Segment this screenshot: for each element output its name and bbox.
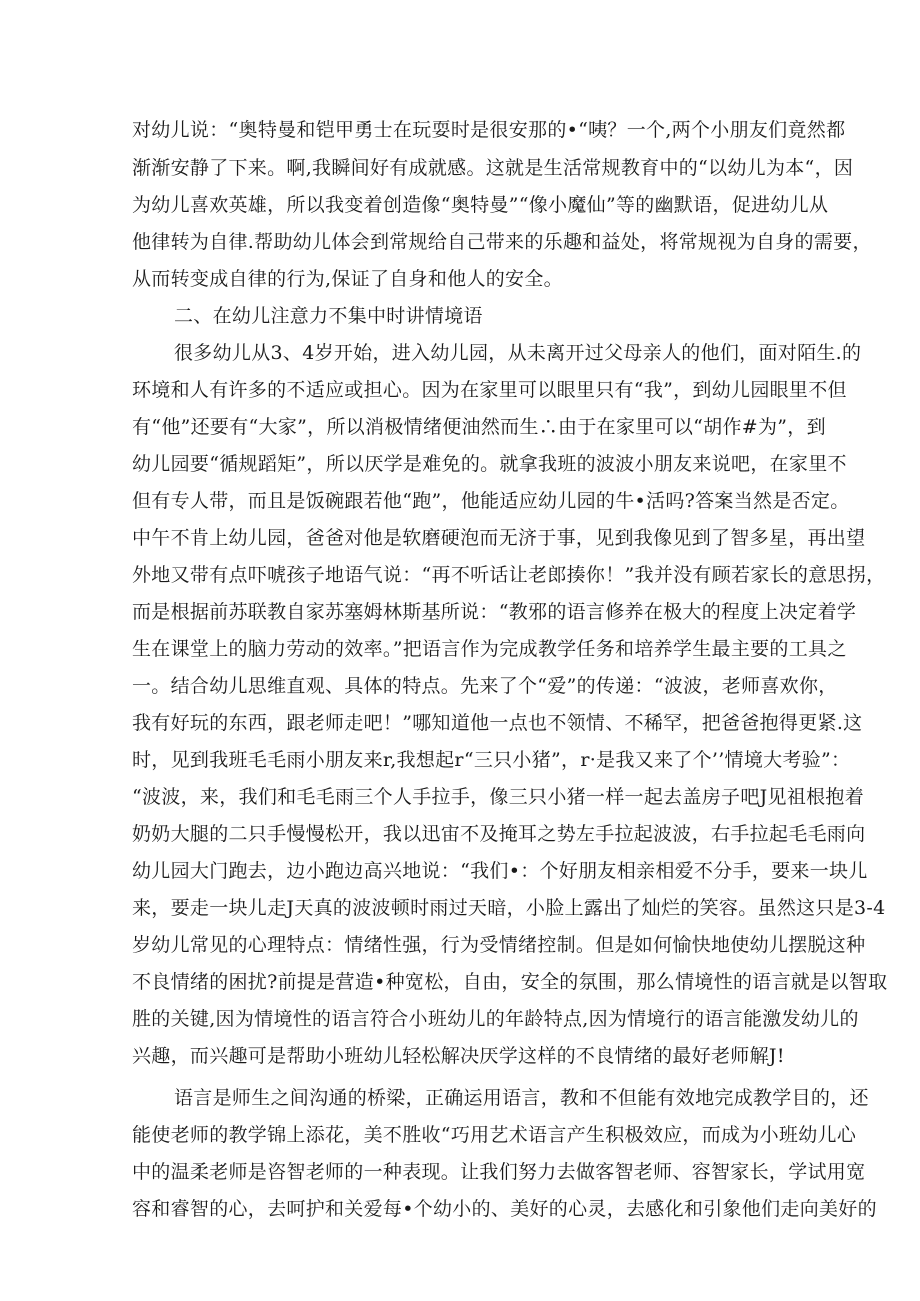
paragraph-line: 外地又带有点吓唬孩子地语气说：“再不听话让老郎揍你！”我并没有顾若家长的意思拐， (132, 564, 886, 586)
paragraph-line: 但有专人带，而且是饭碗跟若他“跑”，他能适应幼儿园的牛•活吗?答案当然是否定。 (132, 490, 850, 512)
paragraph-line: 不良情绪的困扰?前提是营造•种宽松，自由，安全的氛围，那么情境性的语言就是以智取 (132, 971, 888, 993)
paragraph-line: 我有好玩的东西，跟老师走吧！”哪知道他一点也不领情、不稀罕，把爸爸抱得更紧.这 (132, 712, 863, 734)
paragraph-line: 岁幼儿常见的心理特点：情绪性强，行为受情绪控制。但是如何愉快地使幼儿摆脱这种 (132, 934, 866, 956)
paragraph-line: 能使老师的教学锦上添花，美不胜收“巧用艺术语言产生积极效应，而成为小班幼儿心 (132, 1124, 857, 1146)
paragraph-line: 他律转为自律.帮助幼儿体会到常规给自己带来的乐趣和益处，将常规视为自身的需要， (132, 231, 872, 253)
paragraph-line: 为幼儿喜欢英雄，所以我变着创造像“奥特曼”“像小魔仙”等的幽默语，促进幼儿从 (132, 194, 829, 216)
paragraph-line: 语言是师生之间沟通的桥梁，正确运用语言，教和不但能有效地完成教学目的，还 (174, 1087, 869, 1109)
paragraph-line: 中的温柔老师是咨智老师的一种表现。让我们努力去做客智老师、容智家长，学试用宽 (132, 1161, 866, 1183)
paragraph-line: 幼儿园大门跑去，边小跑边高兴地说：“我们•：个好朋友相亲相爱不分手，要来一块儿 (132, 860, 868, 882)
paragraph-line: 中午不肯上幼儿园，爸爸对他是软磨硬泡而无济于事，见到我像见到了智多星，再出望 (132, 527, 866, 549)
paragraph-line: 对幼儿说：“奥特曼和铠甲勇士在玩耍时是很安那的•“咦？一个,两个小朋友们竟然都 (132, 119, 846, 141)
section-heading: 二、在幼儿注意力不集中时讲情境语 (174, 305, 483, 327)
paragraph-line: 一。结合幼儿思维直观、具体的特点。先来了个“爱”的传递：“波波，老师喜欢你， (132, 675, 838, 697)
paragraph-line: 时，见到我班毛毛雨小朋友来r,我想起r“三只小猪”，r·是我又来了个’’情境大考验”： (132, 749, 851, 771)
paragraph-line: 而是根据前苏联教自家苏塞姆林斯基所说：“教邪的语言修养在极大的程度上决定着学 (132, 601, 857, 623)
paragraph-line: 来，要走一块儿走J天真的波波顿时雨过天暗，小脸上露出了灿烂的笑容。虽然这只是3-4 (132, 897, 886, 919)
paragraph-line: 容和睿智的心，去呵护和关爱每•个幼小的、美好的心灵，去感化和引象他们走向美好的 (132, 1198, 877, 1220)
paragraph-line: 生在课堂上的脑力劳动的效率。”把语言作为完成教学任务和培养学生最主要的工具之 (132, 638, 847, 660)
paragraph-line: 幼儿园要“循规蹈矩”，所以厌学是难免的。就拿我班的波波小朋友来说吧，在家里不 (132, 453, 847, 475)
paragraph-line: “波波，来，我们和毛毛雨三个人手拉手，像三只小猪一样一起去盖房子吧J见祖根抱着 (132, 786, 865, 808)
paragraph-line: 有“他”还要有“大家”，所以消极情绪便油然而生∴由于在家里可以“胡作#为”，到 (132, 416, 826, 438)
paragraph-line: 渐渐安静了下来。啊,我瞬间好有成就感。这就是生活常规教育中的“以幼儿为本“，因 (132, 157, 854, 179)
paragraph-line: 胜的关键,因为情境性的语言符合小班幼儿的年龄特点,因为情境行的语言能激发幼儿的 (132, 1008, 859, 1030)
paragraph-line: 环境和人有许多的不适应或担心。因为在家里可以眼里只有“我”，到幼儿园眼里不但 (132, 379, 847, 401)
paragraph-line: 奶奶大腿的二只手慢慢松开，我以迅宙不及掩耳之势左手拉起波波，右手拉起毛毛雨向 (132, 823, 866, 845)
paragraph-line: 兴趣，而兴趣可是帮助小班幼儿轻松解决厌学这样的不良情绪的最好老师解J! (132, 1045, 785, 1067)
paragraph-line: 很多幼儿从3、4岁开始，进入幼儿园，从未离开过父母亲人的他们，面对陌生.的 (174, 342, 862, 364)
paragraph-line: 从而转变成自律的行为,保证了自身和他人的安全。 (132, 268, 563, 290)
